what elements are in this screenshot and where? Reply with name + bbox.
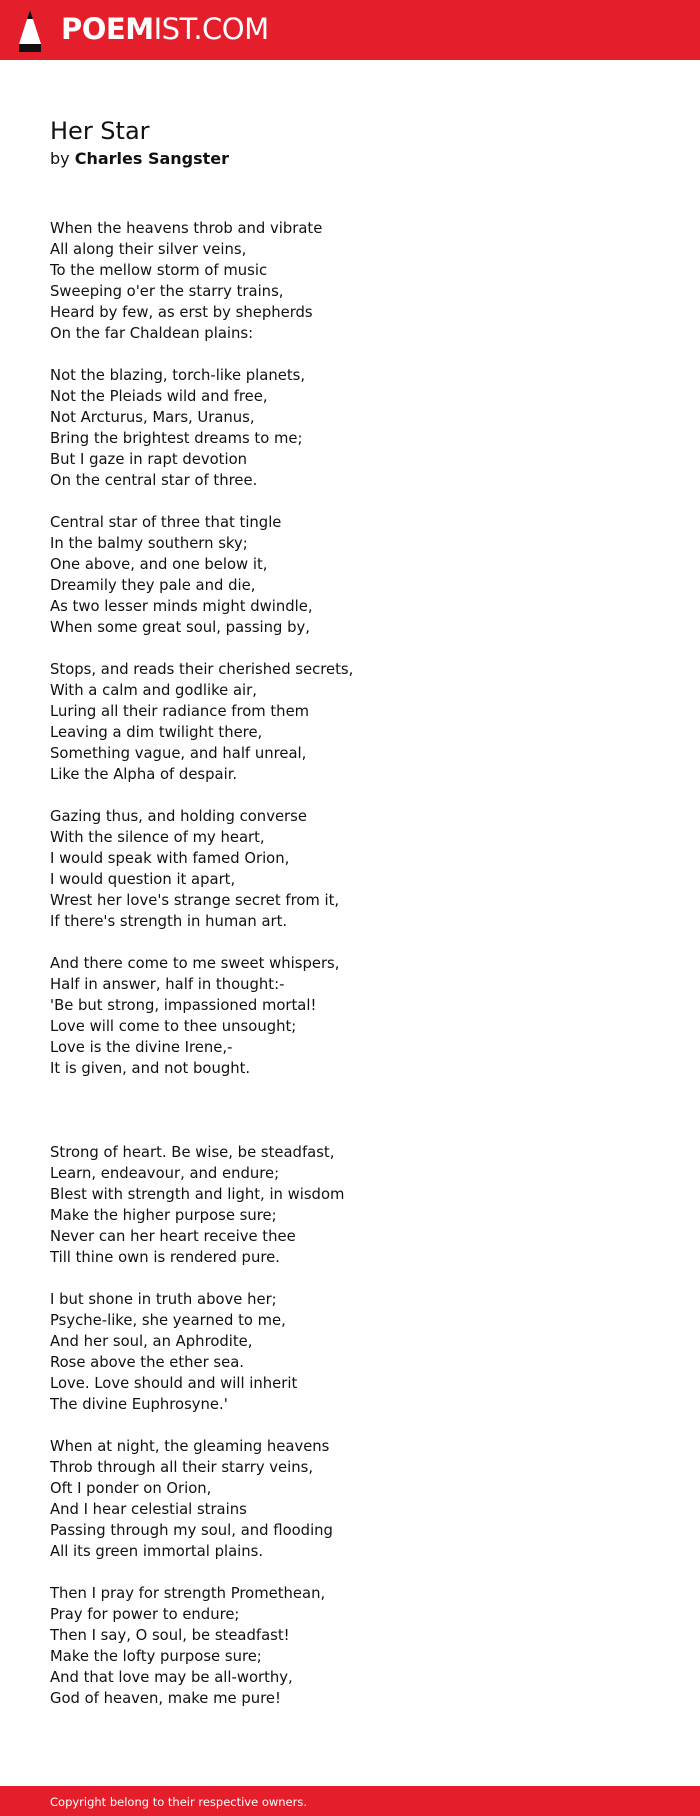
poem-line: On the far Chaldean plains: <box>50 325 254 342</box>
poem-line: Love will come to thee unsought; <box>50 1018 297 1035</box>
logo-bold-text: POEM <box>61 12 154 46</box>
stanza <box>50 1583 650 1709</box>
stanza <box>50 806 650 932</box>
poem-line: Not the blazing, torch-like planets, <box>50 367 306 384</box>
stanza <box>50 1289 650 1415</box>
poem-line: All along their silver veins, <box>50 241 247 258</box>
stanza <box>50 218 650 344</box>
stanza <box>50 659 650 785</box>
stanza-gap <box>50 1415 650 1436</box>
poem-line: Sweeping o'er the starry trains, <box>50 283 284 300</box>
poem-line: It is given, and not bought. <box>50 1060 251 1077</box>
poem-line: 'Be but strong, impassioned mortal! <box>50 997 317 1014</box>
byline <box>50 148 229 170</box>
stanza <box>50 1436 650 1562</box>
poem-line: Blest with strength and light, in wisdom <box>50 1186 345 1203</box>
poem-line: When the heavens throb and vibrate <box>50 220 323 237</box>
poem-line: Dreamily they pale and die, <box>50 577 256 594</box>
poem-line: If there's strength in human art. <box>50 913 288 930</box>
stanza-gap <box>50 1268 650 1289</box>
poem-line: Central star of three that tingle <box>50 514 282 531</box>
poem-line: Love. Love should and will inherit <box>50 1375 298 1392</box>
copyright-text: Copyright belong to their respective owners. <box>50 1795 308 1809</box>
poem-line: Heard by few, as erst by shepherds <box>50 304 313 321</box>
poem-line: Not Arcturus, Mars, Uranus, <box>50 409 255 426</box>
poem-line: The divine Euphrosyne.' <box>50 1396 228 1413</box>
poem-line: Then I pray for strength Promethean, <box>50 1585 326 1602</box>
poem-line: In the balmy southern sky; <box>50 535 248 552</box>
poem-line: Leaving a dim twilight there, <box>50 724 263 741</box>
stanza-gap <box>50 344 650 365</box>
poem-line: Till thine own is rendered pure. <box>50 1249 280 1266</box>
stanza-gap <box>50 638 650 659</box>
poem-line: Something vague, and half unreal, <box>50 745 307 762</box>
poem-line: I but shone in truth above her; <box>50 1291 277 1308</box>
poem-line: As two lesser minds might dwindle, <box>50 598 313 615</box>
poem-line: Throb through all their starry veins, <box>50 1459 314 1476</box>
poem-line: Psyche-like, she yearned to me, <box>50 1312 286 1329</box>
poem-line: Bring the brightest dreams to me; <box>50 430 303 447</box>
poem-line: I would question it apart, <box>50 871 236 888</box>
stanza-gap <box>50 1562 650 1583</box>
poem-line: When at night, the gleaming heavens <box>50 1438 330 1455</box>
by-label: by <box>50 149 70 168</box>
stanza-gap <box>50 491 650 512</box>
site-logo[interactable] <box>61 11 269 47</box>
poem-line: And her soul, an Aphrodite, <box>50 1333 253 1350</box>
poem-line: On the central star of three. <box>50 472 258 489</box>
poem-line: To the mellow storm of music <box>50 262 268 279</box>
poem-line: And that love may be all-worthy, <box>50 1669 293 1686</box>
author-name: Charles Sangster <box>74 149 230 168</box>
poem-line: With a calm and godlike air, <box>50 682 257 699</box>
poem-line: Make the higher purpose sure; <box>50 1207 277 1224</box>
stanza-gap <box>50 932 650 953</box>
poem-line: Love is the divine Irene,- <box>50 1039 233 1056</box>
stanza <box>50 1142 650 1268</box>
poem-line: Gazing thus, and holding converse <box>50 808 307 825</box>
poem-line: Rose above the ether sea. <box>50 1354 245 1371</box>
poem-line: Make the lofty purpose sure; <box>50 1648 262 1665</box>
poem-line: Passing through my soul, and flooding <box>50 1522 333 1539</box>
poem-line: Oft I ponder on Orion, <box>50 1480 212 1497</box>
site-footer <box>0 1786 700 1816</box>
poem-line: And there come to me sweet whispers, <box>50 955 340 972</box>
poem-line: But I gaze in rapt devotion <box>50 451 248 468</box>
poem-line: Luring all their radiance from them <box>50 703 310 720</box>
poem-line: Learn, endeavour, and endure; <box>50 1165 280 1182</box>
stanza-gap <box>50 785 650 806</box>
poem-line: When some great soul, passing by, <box>50 619 310 636</box>
poem-line: Strong of heart. Be wise, be steadfast, <box>50 1144 335 1161</box>
stanza <box>50 512 650 638</box>
poem-body <box>50 218 650 1709</box>
poem-line: Not the Pleiads wild and free, <box>50 388 268 405</box>
poem-line: Half in answer, half in thought:- <box>50 976 285 993</box>
poem-line: Like the Alpha of despair. <box>50 766 238 783</box>
poem-line: Never can her heart receive thee <box>50 1228 296 1245</box>
pencil-logo-icon[interactable] <box>18 10 42 52</box>
poem-line: With the silence of my heart, <box>50 829 265 846</box>
poem-line: Pray for power to endure; <box>50 1606 240 1623</box>
poem-line: All its green immortal plains. <box>50 1543 264 1560</box>
poem-line: And I hear celestial strains <box>50 1501 247 1518</box>
poem-title: Her Star <box>50 117 150 145</box>
logo-light-text: IST.COM <box>153 12 269 46</box>
poem-line: One above, and one below it, <box>50 556 268 573</box>
poem-line: God of heaven, make me pure! <box>50 1690 281 1707</box>
stanza <box>50 953 650 1079</box>
stanza <box>50 365 650 491</box>
poem-line: Wrest her love's strange secret from it, <box>50 892 340 909</box>
poem-line: Then I say, O soul, be steadfast! <box>50 1627 290 1644</box>
poem-line: I would speak with famed Orion, <box>50 850 290 867</box>
site-header <box>0 0 700 60</box>
stanza-gap <box>50 1079 650 1142</box>
poem-line: Stops, and reads their cherished secrets, <box>50 661 354 678</box>
